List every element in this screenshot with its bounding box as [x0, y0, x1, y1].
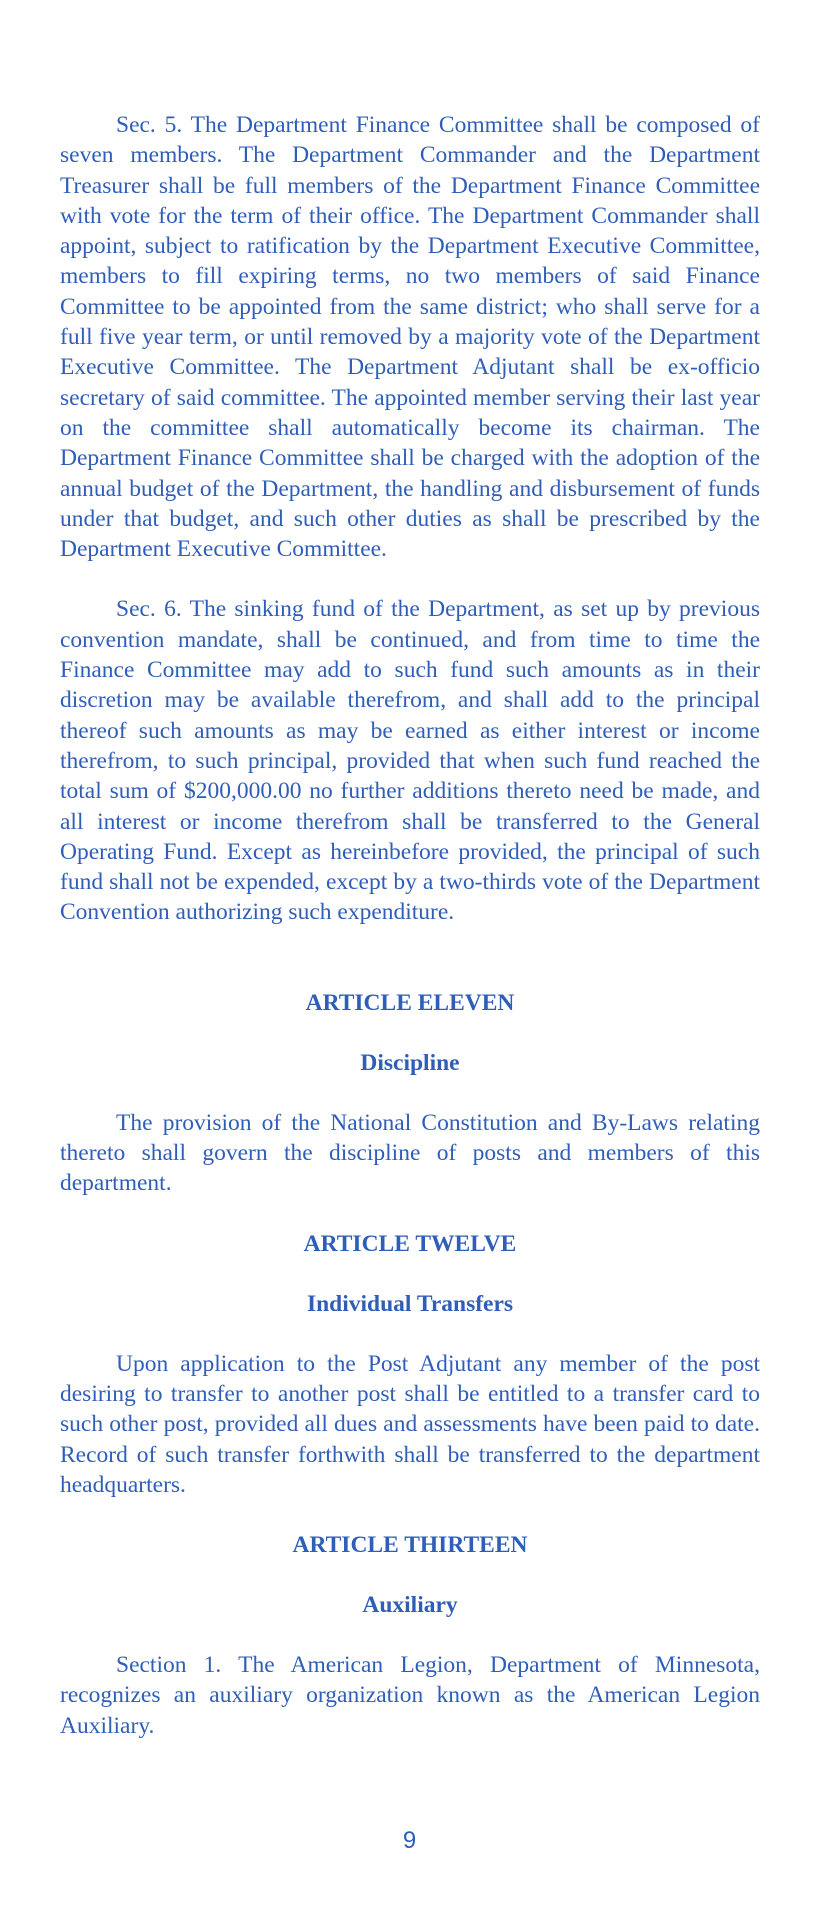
article-eleven-heading: ARTICLE ELEVEN — [305, 989, 515, 1016]
section-5-paragraph: Sec. 5. The Department Finance Committee shall be composed of seven members. The Department Commander and the Department Treasurer shall be full members of the Department Finance Committee with vote for the term of their office. The Department Commander shall appoint, subject to ratification by the Department Executive Committee, members to fill expiring terms, no two members of said Finance Committee to be appointed from the same district; who shall serve for a full five year term, or until removed by a majority vote of the Department Executive Committee. The Department Adjutant shall be ex-officio secretary of said committee. The appointed member serving their last year on the committee shall automatically become its chairman. The Department Finance Committee shall be charged with the adoption of the annual budget of the Department, the handling and disbursement of funds under that budget, and such other duties as shall be prescribed by the Department Executive Committee. — [60, 112, 760, 563]
article-thirteen-body: Section 1. The American Legion, Department of Minnesota, recognizes an auxiliary organization known as the American Legion Auxiliary. — [60, 1652, 760, 1739]
article-twelve-body: Upon application to the Post Adjutant any member of the post desiring to transfer to another post shall be entitled to a transfer card to such other post, provided all dues and assessments have been paid to date. Record of such transfer forthwith shall be transferred to the department headquarters. — [60, 1350, 760, 1498]
section-6-paragraph: Sec. 6. The sinking fund of the Department, as set up by previous convention mandate, shall be continued, and from time to time the Finance Committee may add to such fund such amounts as in their discretion may be available therefrom, and shall add to the principal thereof such amounts as may be earned as either interest or income therefrom, to such principal, provided that when such fund reached the total sum of $200,000.00 no further additions thereto need be made, and all interest or income therefrom shall be transferred to the General Operating Fund. Except as hereinbefore provided, the principal of such fund shall not be expended, except by a two-thirds vote of the Department Convention authorizing such expenditure. — [60, 596, 760, 926]
article-twelve-title: Individual Transfers — [306, 1290, 514, 1317]
article-eleven-title: Discipline — [360, 1049, 460, 1076]
page-number: 9 — [402, 1827, 417, 1854]
document-page — [60, 110, 760, 1741]
article-thirteen-heading: ARTICLE THIRTEEN — [292, 1532, 528, 1559]
article-eleven-body: The provision of the National Constitution and By-Laws relating thereto shall govern the discipline of posts and members of this department. — [60, 1109, 760, 1197]
article-twelve-heading: ARTICLE TWELVE — [303, 1230, 517, 1257]
article-thirteen-title: Auxiliary — [362, 1592, 458, 1619]
